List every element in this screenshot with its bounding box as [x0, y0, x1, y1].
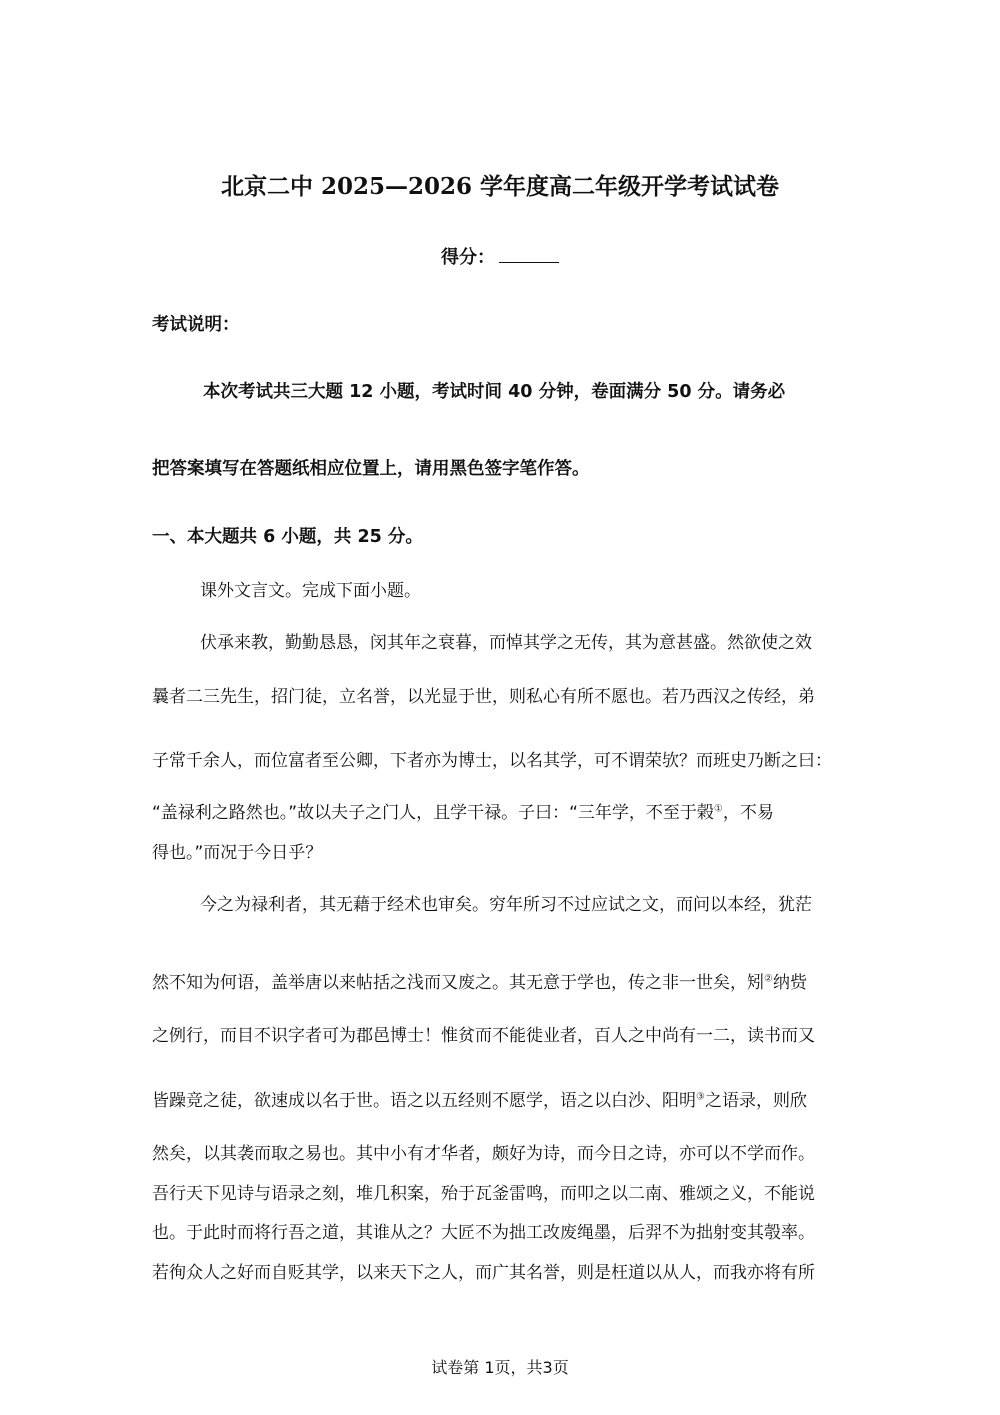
passage-text: 之语录，则欣 — [704, 1091, 807, 1111]
passage-text: ，不易 — [722, 803, 774, 823]
passage-text: 然不知为何语，盖举唐以来帖括之浅而又废之。其无意于学也，传之非一世矣，矧 — [152, 973, 764, 993]
passage-text: “盖禄利之路然也。”故以夫子之门人，且学干禄。子曰：“三年学，不至于榖 — [152, 803, 714, 823]
page-footer: 试卷第 1页，共3页 — [431, 1358, 569, 1377]
instructions-line-1: 本次考试共三大题 12 小题，考试时间 40 分钟，卷面满分 50 分。请务必 — [203, 382, 786, 402]
passage-line: 吾行天下见诗与语录之刻，堆几积案，殆于瓦釜雷鸣，而叩之以二南、雅颂之义，不能说 — [152, 1184, 815, 1204]
instructions-heading: 考试说明： — [152, 315, 240, 335]
passage-line — [152, 972, 807, 994]
passage-line — [152, 1090, 807, 1112]
passage-line: 之例行，而目不识字者可为郡邑博士！惟贫而不能徙业者，百人之中尚有一二，读书而又 — [152, 1026, 815, 1046]
score-field — [0, 244, 1000, 271]
section-1-intro: 课外文言文。完成下面小题。 — [200, 581, 421, 601]
section-1-heading: 一、本大题共 6 小题，共 25 分。 — [152, 527, 423, 547]
passage-text: 皆躁竞之徒，欲速成以名于世。语之以五经则不愿学，语之以白沙、阳明 — [152, 1091, 696, 1111]
passage-line: 然矣，以其袭而取之易也。其中小有才华者，颇好为诗，而今日之诗，亦可以不学而作。 — [152, 1144, 815, 1164]
footnote-marker: ① — [713, 803, 723, 815]
instructions-line-2: 把答案填写在答题纸相应位置上，请用黑色签字笔作答。 — [152, 459, 590, 479]
score-label: 得分： — [441, 247, 495, 268]
passage-line: 得也。”而况于今日乎？ — [152, 843, 323, 863]
passage-line: 也。于此时而将行吾之道，其谁从之？大匠不为拙工改废绳墨，后羿不为拙射变其彀率。 — [152, 1223, 815, 1243]
passage-text: 纳赀 — [772, 973, 807, 993]
passage-line — [152, 802, 774, 824]
score-blank[interactable] — [499, 244, 559, 263]
exam-title: 北京二中 2025—2026 学年度高二年级开学考试试卷 — [220, 173, 780, 200]
footnote-marker: ② — [764, 973, 773, 985]
passage-line: 今之为禄利者，其无藉于经术也审矣。穷年所习不过应试之文，而问以本经，犹茫 — [200, 895, 812, 915]
passage-line: 若徇众人之好而自贬其学，以来天下之人，而广其名誉，则是枉道以从人，而我亦将有所 — [152, 1263, 815, 1283]
passage-line: 子常千余人，而位富者至公卿，下者亦为博士，以名其学，可不谓荣欤？而班史乃断之曰： — [152, 751, 832, 771]
passage-line: 伏承来教，勤勤恳恳，闵其年之衰暮，而悼其学之无传，其为意甚盛。然欲使之效 — [200, 633, 812, 653]
footnote-marker: ③ — [696, 1091, 705, 1103]
passage-line: 曩者二三先生，招门徒，立名誉，以光显于世，则私心有所不愿也。若乃西汉之传经，弟 — [152, 687, 815, 707]
